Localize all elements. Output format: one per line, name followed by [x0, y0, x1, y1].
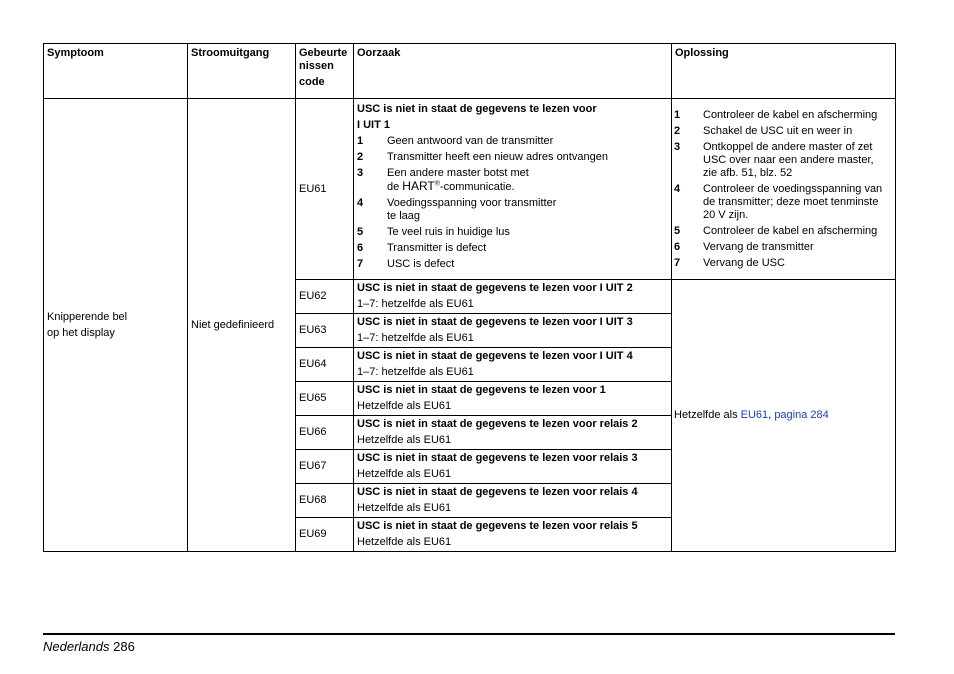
- code-cell: EU61: [296, 99, 354, 280]
- solution-item: [674, 257, 892, 270]
- solution-cell: [672, 99, 896, 280]
- solution-item-text: Vervang de USC: [703, 256, 785, 269]
- cause-item-number: 3: [357, 167, 364, 179]
- cause-cell: [354, 382, 672, 416]
- table-header-row: [44, 44, 896, 99]
- cause-sub: Hetzelfde als EU61: [357, 536, 452, 548]
- cause-item: [357, 242, 668, 255]
- cause-item-number: 4: [357, 197, 364, 209]
- header-symptom: Symptoom: [44, 44, 188, 99]
- cause-item: [357, 167, 668, 194]
- code-cell: EU69: [296, 518, 354, 552]
- cause-sub: Hetzelfde als EU61: [357, 400, 452, 412]
- cause-item-text: Voedingsspanning voor transmitter: [387, 197, 557, 209]
- footer-page-number: 286: [113, 639, 135, 654]
- eu61-link[interactable]: EU61: [740, 409, 769, 421]
- cause-sub: 1–7: hetzelfde als EU61: [357, 298, 474, 310]
- header-code-line2: code: [299, 76, 325, 88]
- troubleshooting-table: [43, 43, 896, 552]
- cause-cell: [354, 518, 672, 552]
- output-cell: Niet gedefinieerd: [188, 99, 296, 552]
- code-cell: EU62: [296, 280, 354, 314]
- registered-mark: ®: [434, 180, 440, 188]
- solution-item-text: Controleer de kabel en afscherming: [703, 108, 878, 121]
- footer-language: Nederlands: [43, 639, 110, 654]
- header-code-line1: Gebeurte nissen: [299, 47, 348, 72]
- header-solution: Oplossing: [672, 44, 896, 99]
- symptom-line2: op het display: [47, 326, 115, 339]
- solution-item-text: 20 V zijn.: [703, 208, 749, 221]
- cause-title: USC is niet in staat de gegevens te lezen voor I UIT 2: [357, 282, 633, 294]
- cause-item: [357, 135, 668, 148]
- cause-item-text-end: -communicatie.: [439, 181, 515, 193]
- cause-cell: [354, 416, 672, 450]
- header-code: [296, 44, 354, 99]
- page-link[interactable]: pagina 284: [774, 409, 829, 421]
- cause-item: [357, 258, 668, 271]
- cause-cell: [354, 348, 672, 382]
- cause-item-text: Een andere master botst met: [387, 167, 529, 179]
- cause-item: [357, 151, 668, 164]
- cause-item-text-cont: de: [387, 181, 403, 193]
- cause-item-number: 5: [357, 226, 364, 238]
- symptom-line1: Knipperende bel: [47, 310, 128, 323]
- solution-item: [674, 241, 892, 254]
- cause-title: USC is niet in staat de gegevens te lezen voor: [357, 103, 597, 115]
- solution-item: [674, 141, 892, 180]
- page-footer: [43, 639, 135, 654]
- cause-sub: 1–7: hetzelfde als EU61: [357, 332, 474, 344]
- cause-cell: [354, 484, 672, 518]
- cause-item-number: 7: [357, 258, 364, 270]
- solution-item-number: 1: [674, 108, 681, 121]
- code-cell: EU67: [296, 450, 354, 484]
- solution-item: [674, 225, 892, 238]
- solution-item-text: USC over naar een andere master,: [703, 153, 874, 166]
- solution-item: [674, 125, 892, 138]
- cause-item-text: Te veel ruis in huidige lus: [387, 226, 510, 238]
- table-row: [44, 99, 896, 280]
- code-cell: EU64: [296, 348, 354, 382]
- solution-item: [674, 109, 892, 122]
- code-cell: EU65: [296, 382, 354, 416]
- cause-sub: Hetzelfde als EU61: [357, 468, 452, 480]
- cause-sub: 1–7: hetzelfde als EU61: [357, 366, 474, 378]
- solution-item-number: 4: [674, 182, 681, 195]
- link-separator: ,: [768, 409, 775, 421]
- solution-item-number: 2: [674, 124, 681, 137]
- same-solution-cell: [672, 280, 896, 552]
- solution-item-text: de transmitter; deze moet tenminste: [703, 195, 879, 208]
- cause-cell: [354, 450, 672, 484]
- cause-cell: [354, 314, 672, 348]
- solution-item-text: Schakel de USC uit en weer in: [703, 124, 853, 137]
- solution-item-text: Vervang de transmitter: [703, 240, 814, 253]
- cause-title: USC is niet in staat de gegevens te lezen voor relais 5: [357, 520, 638, 532]
- cause-item: [357, 226, 668, 239]
- cause-title-cont: I UIT 1: [357, 119, 391, 131]
- cause-cell: [354, 280, 672, 314]
- code-cell: EU68: [296, 484, 354, 518]
- cause-title: USC is niet in staat de gegevens te lezen voor I UIT 3: [357, 316, 633, 328]
- symptom-cell: [44, 99, 188, 552]
- hart-label: HART: [402, 179, 435, 193]
- solution-item-number: 6: [674, 240, 681, 253]
- cause-title: USC is niet in staat de gegevens te lezen voor 1: [357, 384, 606, 396]
- header-output: Stroomuitgang: [188, 44, 296, 99]
- solution-item-text: zie afb. 51, blz. 52: [703, 166, 793, 179]
- footer-divider: [43, 633, 895, 635]
- solution-item-number: 7: [674, 256, 681, 269]
- cause-item: [357, 197, 668, 223]
- solution-item-text: Controleer de kabel en afscherming: [703, 224, 878, 237]
- header-cause: Oorzaak: [354, 44, 672, 99]
- solution-item-number: 3: [674, 140, 681, 153]
- cause-item-text: Transmitter heeft een nieuw adres ontvangen: [387, 151, 608, 163]
- code-cell: EU66: [296, 416, 354, 450]
- cause-sub: Hetzelfde als EU61: [357, 502, 452, 514]
- cause-sub: Hetzelfde als EU61: [357, 434, 452, 446]
- solution-item: [674, 183, 892, 222]
- cause-item-text-cont: te laag: [387, 210, 421, 222]
- cause-item-number: 1: [357, 135, 364, 147]
- cause-item-text: Geen antwoord van de transmitter: [387, 135, 554, 147]
- cause-title: USC is niet in staat de gegevens te lezen voor relais 3: [357, 452, 638, 464]
- cause-title: USC is niet in staat de gegevens te lezen voor relais 2: [357, 418, 638, 430]
- solution-item-text: Controleer de voedingsspanning van: [703, 182, 883, 195]
- cause-item-number: 6: [357, 242, 364, 254]
- code-cell: EU63: [296, 314, 354, 348]
- solution-item-number: 5: [674, 224, 681, 237]
- cause-title: USC is niet in staat de gegevens te lezen voor I UIT 4: [357, 350, 633, 362]
- cause-cell: [354, 99, 672, 280]
- cause-item-number: 2: [357, 151, 364, 163]
- cause-item-text: Transmitter is defect: [387, 242, 487, 254]
- cause-title: USC is niet in staat de gegevens te lezen voor relais 4: [357, 486, 638, 498]
- cause-item-text: USC is defect: [387, 258, 455, 270]
- solution-item-text: Ontkoppel de andere master of zet: [703, 140, 873, 153]
- same-solution-prefix: Hetzelfde als: [674, 409, 741, 421]
